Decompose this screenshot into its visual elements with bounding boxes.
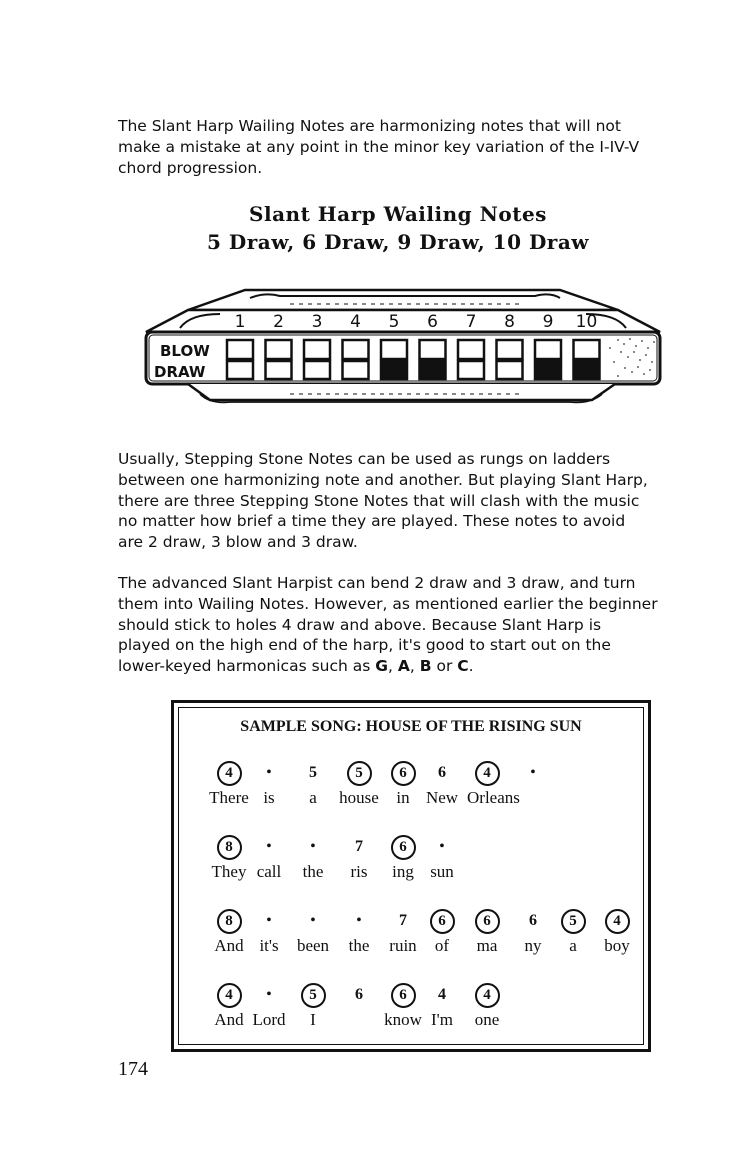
blow-hole-9 bbox=[535, 340, 561, 359]
rest-dot bbox=[339, 906, 379, 936]
note-value: • bbox=[310, 913, 316, 928]
key-c: C bbox=[457, 657, 469, 676]
note-value: • bbox=[266, 765, 272, 780]
draw-note-circled bbox=[383, 758, 423, 788]
note-value: 6 bbox=[391, 983, 416, 1008]
text-fragment: , bbox=[387, 657, 398, 676]
rest-dot bbox=[249, 980, 289, 1010]
rest-dot bbox=[513, 758, 553, 788]
draw-note-circled bbox=[422, 906, 462, 936]
lyric-word: And bbox=[214, 936, 244, 955]
blow-note bbox=[293, 758, 333, 788]
note-value: 6 bbox=[475, 909, 500, 934]
song-token bbox=[339, 832, 379, 882]
harmonica-diagram bbox=[140, 282, 670, 412]
hole-6 bbox=[420, 340, 446, 379]
sample-song-box bbox=[171, 700, 651, 1052]
note-value: • bbox=[266, 987, 272, 1002]
draw-note-circled bbox=[293, 980, 333, 1010]
note-value: • bbox=[439, 839, 445, 854]
text-line: make a mistake at any point in the minor key variation of the I-IV-V bbox=[118, 137, 640, 156]
note-value: 5 bbox=[561, 909, 586, 934]
lyric-word: I bbox=[310, 1010, 316, 1029]
text-line: them into Wailing Notes. However, as mentioned earlier the beginner bbox=[118, 594, 658, 613]
blow-note bbox=[422, 980, 462, 1010]
song-token bbox=[383, 906, 423, 956]
rest-dot bbox=[249, 758, 289, 788]
text-line: between one harmonizing note and another. But playing Slant Harp, bbox=[118, 470, 648, 489]
lyric-word: call bbox=[256, 862, 282, 881]
lyric-word: New bbox=[425, 788, 459, 807]
text-fragment: lower-keyed harmonicas such as bbox=[118, 657, 376, 676]
rest-dot bbox=[249, 906, 289, 936]
text-line: The Slant Harp Wailing Notes are harmonizing notes that will not bbox=[118, 117, 621, 135]
note-value: 4 bbox=[475, 761, 500, 786]
lyric-word: the bbox=[348, 936, 370, 955]
note-value: • bbox=[530, 765, 536, 780]
song-token bbox=[513, 906, 553, 956]
lyric-word: one bbox=[474, 1010, 500, 1029]
lyric-word: ruin bbox=[389, 936, 417, 955]
text-line: played on the high end of the harp, it's good to start out on the bbox=[118, 636, 611, 655]
song-token bbox=[249, 980, 289, 1030]
hole-number-8: 8 bbox=[504, 312, 515, 332]
draw-hole-5-highlighted bbox=[381, 361, 407, 379]
text-line: no matter how brief a time they are played. These notes to avoid bbox=[118, 512, 626, 531]
hole-number-1: 1 bbox=[234, 312, 246, 332]
draw-label: DRAW bbox=[154, 363, 206, 381]
text-line: The advanced Slant Harpist can bend 2 draw and 3 draw, and turn bbox=[118, 574, 636, 592]
draw-note-circled bbox=[553, 906, 593, 936]
lyric-word: ing bbox=[392, 862, 414, 881]
note-value: 7 bbox=[355, 838, 363, 855]
draw-note-circled bbox=[209, 832, 249, 862]
diagram-subtitle: 5 Draw, 6 Draw, 9 Draw, 10 Draw bbox=[206, 230, 590, 254]
stepping-stone-paragraph bbox=[118, 449, 678, 553]
song-token bbox=[422, 906, 462, 956]
lyric-word: know bbox=[384, 1010, 422, 1029]
draw-hole-4 bbox=[343, 361, 369, 379]
lyric-word: it's bbox=[259, 936, 279, 955]
blow-hole-10 bbox=[574, 340, 600, 359]
song-token bbox=[383, 980, 423, 1030]
blow-label: BLOW bbox=[160, 342, 210, 360]
note-value: 7 bbox=[399, 912, 407, 929]
song-token bbox=[467, 980, 507, 1030]
song-token bbox=[339, 758, 379, 808]
blow-note bbox=[513, 906, 553, 936]
hole-number-4: 4 bbox=[350, 312, 361, 332]
note-value: 8 bbox=[217, 909, 242, 934]
draw-hole-1 bbox=[227, 361, 253, 379]
song-token bbox=[339, 980, 379, 1030]
hole-9 bbox=[535, 340, 561, 379]
song-token bbox=[249, 906, 289, 956]
text-line: should stick to holes 4 draw and above. Because Slant Harp is bbox=[118, 615, 602, 634]
draw-hole-2 bbox=[266, 361, 292, 379]
blow-hole-6 bbox=[420, 340, 446, 359]
hole-3 bbox=[304, 340, 330, 379]
song-token bbox=[467, 758, 520, 808]
lyric-word: Lord bbox=[252, 1010, 286, 1029]
draw-note-circled bbox=[383, 832, 423, 862]
song-token bbox=[293, 832, 333, 882]
blow-note bbox=[383, 906, 423, 936]
rest-dot bbox=[249, 832, 289, 862]
note-value: 4 bbox=[438, 986, 446, 1003]
lyric-word bbox=[339, 1010, 379, 1030]
draw-note-circled bbox=[467, 980, 507, 1010]
draw-hole-10-highlighted bbox=[574, 361, 600, 379]
text-line bbox=[118, 656, 678, 677]
note-value: 5 bbox=[301, 983, 326, 1008]
note-value: 5 bbox=[347, 761, 372, 786]
hole-number-6: 6 bbox=[427, 312, 438, 332]
hole-number-9: 9 bbox=[542, 312, 554, 332]
song-token bbox=[249, 758, 289, 808]
song-line-2 bbox=[179, 832, 643, 884]
note-value: 6 bbox=[529, 912, 537, 929]
draw-note-circled bbox=[597, 906, 637, 936]
lyric-word: a bbox=[309, 788, 317, 807]
note-value: 6 bbox=[391, 761, 416, 786]
song-line-3 bbox=[179, 906, 643, 958]
lyric-word: been bbox=[296, 936, 330, 955]
rest-dot bbox=[422, 832, 462, 862]
song-token bbox=[422, 758, 462, 808]
blow-hole-7 bbox=[458, 340, 484, 359]
song-token bbox=[597, 906, 637, 956]
draw-note-circled bbox=[209, 758, 249, 788]
hole-10 bbox=[574, 340, 600, 379]
lyric-word: boy bbox=[604, 936, 630, 955]
song-token bbox=[293, 980, 333, 1030]
note-value: 8 bbox=[217, 835, 242, 860]
note-value: 6 bbox=[391, 835, 416, 860]
lyric-word: of bbox=[434, 936, 450, 955]
note-value: 6 bbox=[430, 909, 455, 934]
hole-8 bbox=[497, 340, 523, 379]
blow-hole-3 bbox=[304, 340, 330, 359]
song-token bbox=[383, 758, 423, 808]
song-token bbox=[249, 832, 289, 882]
text-line: are 2 draw, 3 blow and 3 draw. bbox=[118, 533, 358, 552]
song-token bbox=[293, 906, 333, 956]
lyric-word: ma bbox=[476, 936, 498, 955]
draw-hole-7 bbox=[458, 361, 484, 379]
draw-note-circled bbox=[467, 906, 507, 936]
key-a: A bbox=[397, 657, 410, 676]
draw-note-circled bbox=[209, 980, 249, 1010]
hole-1 bbox=[227, 340, 253, 379]
song-token bbox=[209, 758, 249, 808]
note-value: • bbox=[266, 913, 272, 928]
draw-note-circled bbox=[467, 758, 507, 788]
text-line: chord progression. bbox=[118, 158, 263, 177]
rest-dot bbox=[293, 832, 333, 862]
note-value: • bbox=[266, 839, 272, 854]
song-token bbox=[339, 906, 379, 956]
blow-hole-5 bbox=[381, 340, 407, 359]
hole-number-5: 5 bbox=[388, 312, 400, 332]
lyric-word: They bbox=[211, 862, 247, 881]
blow-note bbox=[339, 832, 379, 862]
song-token bbox=[467, 906, 507, 956]
text-fragment: . bbox=[468, 657, 474, 676]
hole-2 bbox=[266, 340, 292, 379]
advanced-paragraph bbox=[118, 573, 678, 677]
note-value: 4 bbox=[217, 983, 242, 1008]
song-token bbox=[209, 832, 249, 882]
draw-hole-3 bbox=[304, 361, 330, 379]
hole-number-2: 2 bbox=[273, 312, 284, 332]
text-line: Usually, Stepping Stone Notes can be used as rungs on ladders bbox=[118, 450, 611, 468]
note-value: 4 bbox=[475, 983, 500, 1008]
song-token bbox=[383, 832, 423, 882]
song-title: SAMPLE SONG: HOUSE OF THE RISING SUN bbox=[240, 718, 582, 735]
song-token bbox=[513, 758, 553, 808]
page-number: 174 bbox=[118, 1058, 148, 1080]
draw-hole-8 bbox=[497, 361, 523, 379]
blow-hole-8 bbox=[497, 340, 523, 359]
song-line-4 bbox=[179, 980, 643, 1032]
diagram-title: Slant Harp Wailing Notes bbox=[249, 202, 547, 226]
lyric-word: And bbox=[214, 1010, 244, 1029]
hole-number-10: 10 bbox=[575, 312, 598, 332]
blow-hole-2 bbox=[266, 340, 292, 359]
key-g: G bbox=[375, 657, 388, 676]
lyric-word: I'm bbox=[431, 1010, 453, 1029]
draw-note-circled bbox=[209, 906, 249, 936]
song-token bbox=[422, 980, 462, 1030]
hole-number-3: 3 bbox=[311, 312, 323, 332]
text-fragment: or bbox=[431, 657, 458, 676]
song-line-1 bbox=[179, 758, 643, 810]
blow-hole-4 bbox=[343, 340, 369, 359]
song-token bbox=[553, 906, 593, 956]
lyric-word: is bbox=[263, 788, 275, 807]
lyric-word: a bbox=[569, 936, 577, 955]
song-token bbox=[209, 906, 249, 956]
sample-song-inner-frame bbox=[178, 707, 644, 1045]
song-token bbox=[293, 758, 333, 808]
song-token bbox=[209, 980, 249, 1030]
lyric-word: in bbox=[396, 788, 410, 807]
note-value: 6 bbox=[438, 764, 446, 781]
lyric-word: ny bbox=[524, 936, 542, 955]
blow-hole-1 bbox=[227, 340, 253, 359]
key-b: B bbox=[419, 657, 432, 676]
rest-dot bbox=[293, 906, 333, 936]
note-value: 5 bbox=[309, 764, 317, 781]
lyric-word: ris bbox=[350, 862, 368, 881]
draw-hole-9-highlighted bbox=[535, 361, 561, 379]
hole-7 bbox=[458, 340, 484, 379]
blow-note bbox=[339, 980, 379, 1010]
lyric-word: Orleans bbox=[467, 788, 520, 807]
lyric-word: the bbox=[302, 862, 324, 881]
draw-note-circled bbox=[383, 980, 423, 1010]
text-fragment: , bbox=[409, 657, 420, 676]
draw-hole-6-highlighted bbox=[420, 361, 446, 379]
text-line: there are three Stepping Stone Notes that will clash with the music bbox=[118, 491, 640, 510]
hole-4 bbox=[343, 340, 369, 379]
blow-note bbox=[422, 758, 462, 788]
lyric-word: house bbox=[339, 788, 379, 807]
draw-note-circled bbox=[339, 758, 379, 788]
intro-paragraph bbox=[118, 116, 678, 178]
note-value: 6 bbox=[355, 986, 363, 1003]
note-value: • bbox=[356, 913, 362, 928]
note-value: 4 bbox=[605, 909, 630, 934]
note-value: • bbox=[310, 839, 316, 854]
hole-5 bbox=[381, 340, 407, 379]
lyric-word bbox=[513, 788, 553, 808]
lyric-word: sun bbox=[430, 862, 454, 881]
song-token bbox=[422, 832, 462, 882]
hole-number-7: 7 bbox=[465, 312, 477, 332]
lyric-word: There bbox=[209, 788, 249, 807]
note-value: 4 bbox=[217, 761, 242, 786]
